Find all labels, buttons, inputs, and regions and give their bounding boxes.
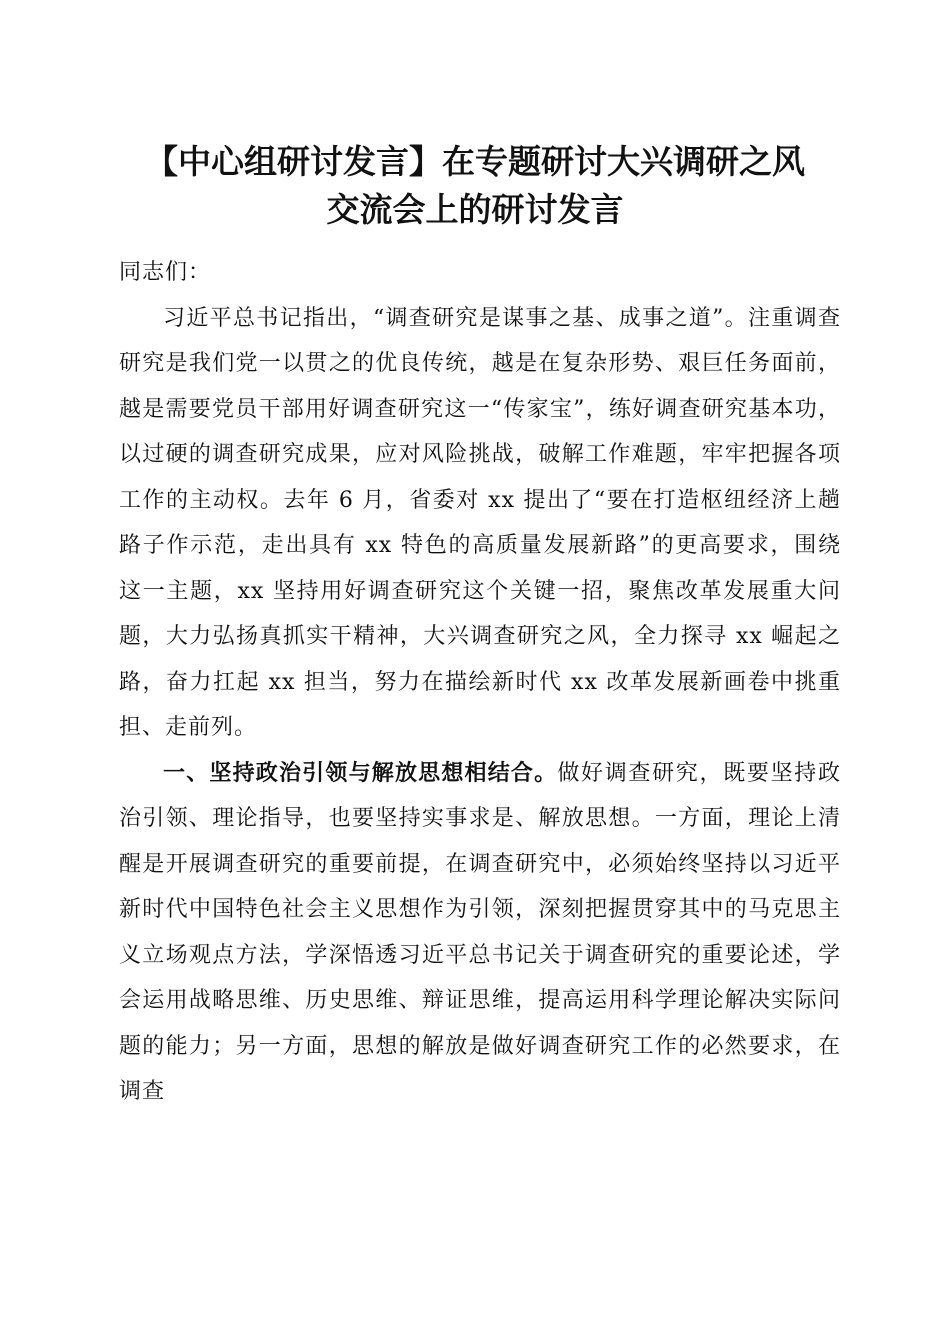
document-title	[100, 138, 850, 234]
title-line-1: 【中心组研讨发言】在专题研讨大兴调研之风	[145, 142, 805, 181]
paragraph-section-1	[119, 751, 841, 1115]
salutation: 同志们：	[119, 260, 212, 285]
title-line-2: 交流会上的研讨发言	[326, 190, 624, 229]
document-body	[119, 250, 841, 1115]
section-1-heading: 一、坚持政治引领与解放思想相结合。	[163, 760, 558, 786]
section-1-text: 做好调查研究，既要坚持政治引领、理论指导，也要坚持实事求是、解放思想。一方面，理论上清醒是开展调查研究的重要前提，在调查研究中，必须始终坚持以习近平新时代中国特色社会主义思想作为引领，深刻把握贯穿其中的马克思主义立场观点方法，学深悟透习近平总书记关于调查研究的重要论述，学会运用战略思维、历史思维、辩证思维，提高运用科学理论解决实际问题的能力；另一方面，思想的解放是做好调查研究工作的必然要求，在调查	[119, 760, 841, 1104]
paragraph-intro: 习近平总书记指出，“调查研究是谋事之基、成事之道”。注重调查研究是我们党一以贯之的优良传统，越是在复杂形势、艰巨任务面前，越是需要党员干部用好调查研究这一“传家宝”，练好调查研究基本功，以过硬的调查研究成果，应对风险挑战，破解工作难题，牢牢把握各项工作的主动权。去年 6 月，省委对 xx 提出了“要在打造枢纽经济上趟路子作示范，走出具有 xx 特色的高质量发展新路”的更高要求，围绕这一主题，xx 坚持用好调查研究这个关键一招，聚焦改革发展重大问题，大力弘扬真抓实干精神，大兴调查研究之风，全力探寻 xx 崛起之路，奋力扛起 xx 担当，努力在描绘新时代 xx 改革发展新画卷中挑重担、走前列。	[119, 305, 841, 740]
